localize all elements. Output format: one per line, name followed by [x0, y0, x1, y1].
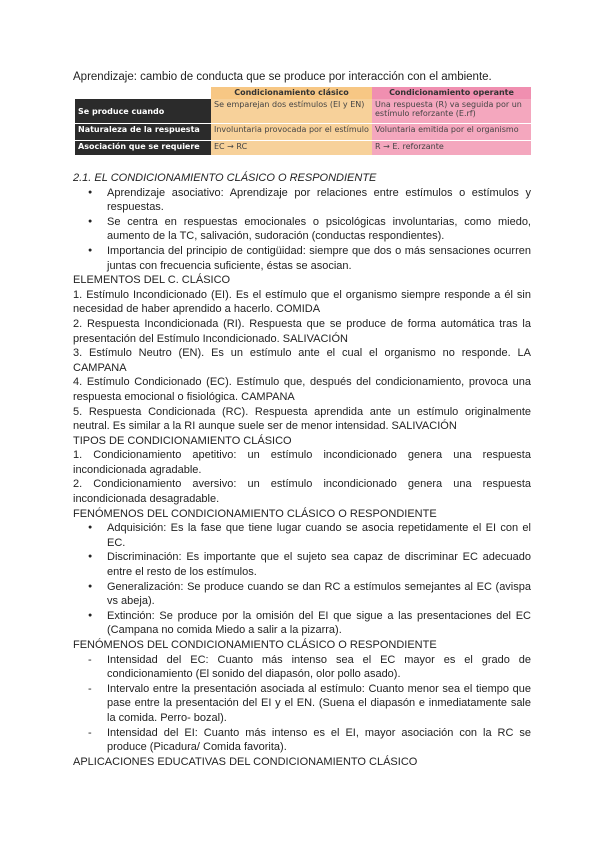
section-heading: TIPOS DE CONDICIONAMIENTO CLÁSICO	[73, 434, 292, 447]
list-item: ● Se centra en respuestas emocionales o psicológicas involuntarias, como miedo, aumento de la TC, salivación, sudoración (conductas respondientes).	[107, 215, 531, 244]
cell-clasico: Involuntaria provocada por el estímulo	[211, 124, 372, 141]
intro-text: Aprendizaje: cambio de conducta que se produce por interacción con el ambiente.	[73, 71, 492, 83]
row-label: Naturaleza de la respuesta	[75, 124, 211, 141]
cell-operante: Una respuesta (R) va seguida por un estímulo reforzante (E.rf)	[372, 99, 531, 124]
section-heading: 2.1. EL CONDICIONAMIENTO CLÁSICO O RESPONDIENTE	[73, 172, 377, 184]
list-item: ● Discriminación: Es importante que el sujeto sea capaz de discriminar EC adecuado entre el resto de los estímulos.	[107, 550, 531, 579]
cell-operante: Voluntaria emitida por el organismo	[372, 124, 531, 141]
section-heading: FENÓMENOS DEL CONDICIONAMIENTO CLÁSICO O RESPONDIENTE	[73, 507, 437, 520]
paragraph: 3. Estímulo Neutro (EN). Es un estímulo ante el cual el organismo no responde. LA CAMPANA	[73, 347, 531, 374]
section-heading: APLICACIONES EDUCATIVAS DEL CONDICIONAMIENTO CLÁSICO	[73, 755, 418, 768]
dash-list	[73, 653, 531, 755]
document-body	[73, 171, 531, 769]
section-heading: ELEMENTOS DEL C. CLÁSICO	[73, 274, 231, 287]
list-item: - Intervalo entre la presentación asociada al estímulo: Cuanto menor sea el tiempo que pase entre la presentación del EI y el EN. (Suena el diapasón e inmediatamente sale la comida. Perro- bozal).	[107, 682, 531, 726]
row-label: Asociación que se requiere	[75, 141, 211, 156]
row-label: Se produce cuando	[75, 99, 211, 124]
table-row	[75, 141, 531, 156]
cell-clasico: EC → RC	[211, 141, 372, 156]
bullet-list	[73, 521, 531, 638]
paragraph: 2. Respuesta Incondicionada (RI). Respuesta que se produce de forma automática tras la presentación del Estímulo Incondicionado. SALIVACIÓN	[73, 317, 531, 345]
comparison-table	[75, 87, 531, 155]
paragraph: 1. Estímulo Incondicionado (EI). Es el estímulo que el organismo siempre responde a él sin necesidad de haber aprendido a hacerlo. COMIDA	[73, 288, 531, 316]
paragraph: 2. Condicionamiento aversivo: un estímulo incondicionado genera una respuesta incondicionada desagradable.	[73, 478, 531, 506]
table-header-clasico: Condicionamiento clásico	[211, 87, 372, 99]
paragraph: 5. Respuesta Condicionada (RC). Respuesta aprendida ante un estímulo originalmente neutral. Es similar a la RI aunque suele ser de menor intensidad. SALIVACIÓN	[73, 405, 531, 433]
list-item: - Intensidad del EI: Cuanto más intenso es el EI, mayor asociación con la RC se produce (Picadura/ Comida favorita).	[107, 726, 531, 755]
list-item: ● Aprendizaje asociativo: Aprendizaje por relaciones entre estímulos o estímulos y respuestas.	[107, 186, 531, 215]
paragraph: 4. Estímulo Condicionado (EC). Estímulo que, después del condicionamiento, provoca una respuesta emocional o fisiológica. CAMPANA	[73, 376, 531, 403]
cell-clasico: Se emparejan dos estímulos (EI y EN)	[211, 99, 372, 124]
table-row	[75, 124, 531, 141]
list-item: ● Importancia del principio de contigüidad: siempre que dos o más sensaciones ocurren juntas con frecuencia suficiente, éstas se asocian.	[107, 244, 531, 273]
list-item: ● Adquisición: Es la fase que tiene lugar cuando se asocia repetidamente el EI con el EC.	[107, 521, 531, 550]
section-heading: FENÓMENOS DEL CONDICIONAMIENTO CLÁSICO O RESPONDIENTE	[73, 639, 437, 651]
paragraph: 1. Condicionamiento apetitivo: un estímulo incondicionado genera una respuesta incondicionada agradable.	[73, 449, 531, 476]
list-item: ● Generalización: Se produce cuando se dan RC a estímulos semejantes al EC (avispa vs abeja).	[107, 580, 531, 609]
table-header-empty	[75, 87, 211, 99]
cell-operante: R → E. reforzante	[372, 141, 531, 156]
bullet-list	[73, 186, 531, 274]
table-row	[75, 99, 531, 124]
list-item: ● Extinción: Se produce por la omisión del EI que sigue a las presentaciones del EC (Campana no comida Miedo a salir a la pizarra).	[107, 609, 531, 638]
list-item: - Intensidad del EC: Cuanto más intenso sea el EC mayor es el grado de condicionamiento (El sonido del diapasón, olor pollo asado).	[107, 653, 531, 682]
table-header-operante: Condicionamiento operante	[372, 87, 531, 99]
